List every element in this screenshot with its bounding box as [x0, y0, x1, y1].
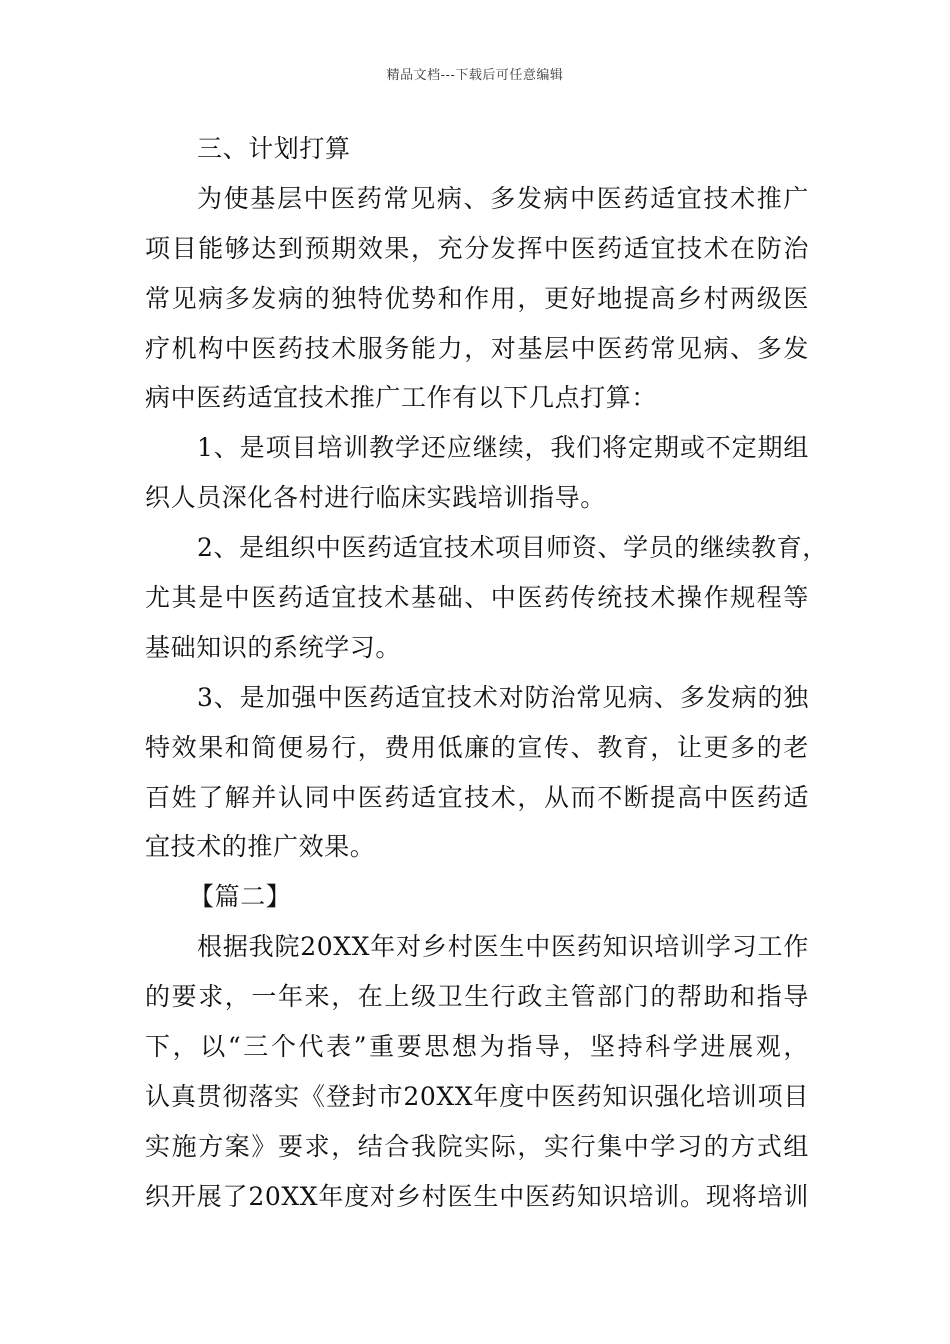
- section-heading-part-two: 【篇二】: [189, 882, 292, 912]
- list-item-line: 织人员深化各村进行临床实践培训指导。: [145, 483, 606, 513]
- paragraph-line: 常见病多发病的独特优势和作用，更好地提高乡村两级医: [145, 283, 809, 313]
- list-item-line: 百姓了解并认同中医药适宜技术，从而不断提高中医药适: [145, 782, 809, 812]
- paragraph-line: 为使基层中医药常见病、多发病中医药适宜技术推广: [197, 183, 809, 213]
- paragraph-line: 的要求，一年来，在上级卫生行政主管部门的帮助和指导: [145, 982, 809, 1012]
- list-item-line: 3、是加强中医药适宜技术对防治常见病、多发病的独: [197, 682, 809, 712]
- paragraph-line: 根据我院20XX年对乡村医生中医药知识培训学习工作: [197, 932, 809, 962]
- document-body: [145, 124, 828, 1222]
- list-item-line: 尤其是中医药适宜技术基础、中医药传统技术操作规程等: [145, 583, 809, 613]
- list-item-line: 宜技术的推广效果。: [145, 832, 376, 862]
- paragraph-line: 疗机构中医药技术服务能力，对基层中医药常见病、多发: [145, 333, 809, 363]
- paragraph-line: 下，以“三个代表”重要思想为指导，坚持科学进展观，: [145, 1032, 809, 1062]
- list-item-line: 基础知识的系统学习。: [145, 632, 402, 662]
- paragraph-line: 实施方案》要求，结合我院实际，实行集中学习的方式组: [145, 1131, 809, 1161]
- list-item-line: 2、是组织中医药适宜技术项目师资、学员的继续教育，: [197, 533, 828, 563]
- paragraph-line: 认真贯彻落实《登封市20XX年度中医药知识强化培训项目: [145, 1081, 809, 1111]
- paragraph-line: 织开展了20XX年度对乡村医生中医药知识培训。现将培训: [145, 1181, 809, 1211]
- list-item-line: 1、是项目培训教学还应继续，我们将定期或不定期组: [197, 433, 809, 463]
- paragraph-line: 项目能够达到预期效果，充分发挥中医药适宜技术在防治: [145, 233, 809, 263]
- paragraph-line: 病中医药适宜技术推广工作有以下几点打算：: [145, 383, 658, 413]
- section-heading-plans: 三、计划打算: [197, 134, 351, 163]
- page-header-watermark: 精品文档---下载后可任意编辑: [386, 68, 564, 83]
- list-item-line: 特效果和简便易行，费用低廉的宣传、教育，让更多的老: [145, 732, 809, 762]
